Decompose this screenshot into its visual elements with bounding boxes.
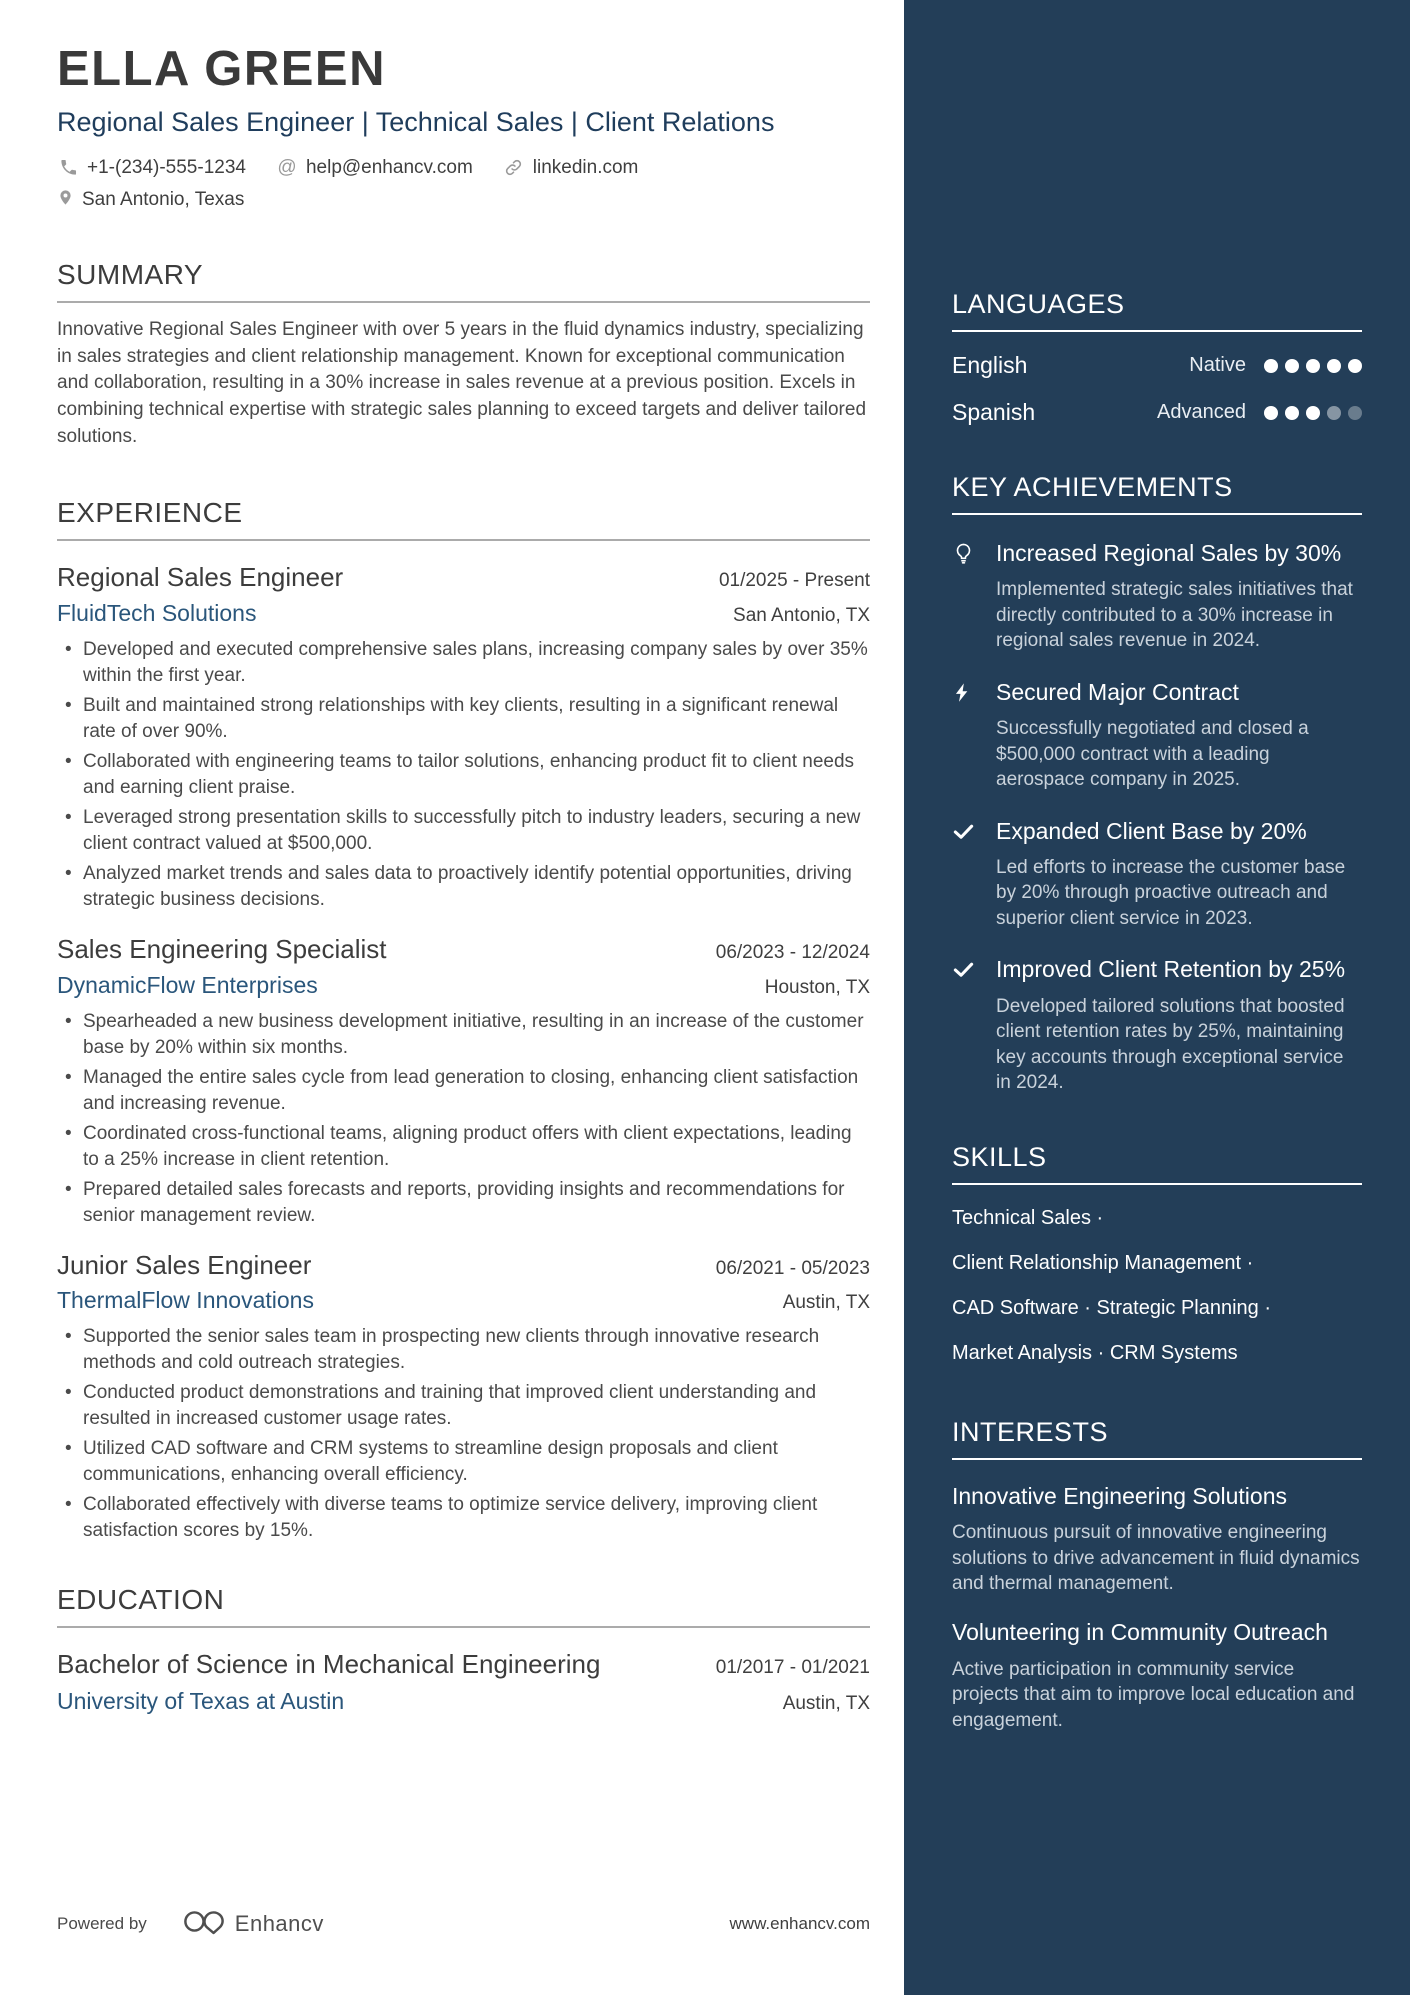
- interests-section: [952, 1417, 1362, 1734]
- job-dates: 06/2021 - 05/2023: [715, 1257, 870, 1279]
- proficiency-dot: [1306, 406, 1320, 420]
- job-company[interactable]: DynamicFlow Enterprises: [57, 971, 318, 998]
- divider: [952, 1183, 1362, 1185]
- page-footer: [57, 1908, 870, 1940]
- job-dates: 06/2023 - 12/2024: [715, 942, 870, 964]
- skills-heading: SKILLS: [952, 1141, 1047, 1172]
- languages-list: [952, 352, 1362, 426]
- job-bullet: • Managed the entire sales cycle from lead generation to closing, enhancing client satisfaction and increasing revenue.: [57, 1065, 869, 1117]
- proficiency-dot: [1327, 406, 1341, 420]
- achievements-heading: KEY ACHIEVEMENTS: [952, 472, 1233, 502]
- job-bullet: • Supported the senior sales team in prospecting new clients through innovative research methods and cold outreach strategies.: [57, 1324, 869, 1376]
- school-name[interactable]: University of Texas at Austin: [57, 1688, 345, 1715]
- achievement-item: [952, 539, 1362, 654]
- job-bullet: • Analyzed market trends and sales data to proactively identify potential opportunities, driving strategic business decisions.: [57, 861, 869, 913]
- job-title: Junior Sales Engineer: [57, 1249, 312, 1280]
- job-bullets: [57, 637, 870, 913]
- experience-entries: [57, 561, 870, 1544]
- person-name: ELLA GREEN: [57, 42, 386, 96]
- experience-entry: [57, 1249, 870, 1545]
- experience-heading: EXPERIENCE: [57, 497, 243, 529]
- interests-heading: INTERESTS: [952, 1416, 1109, 1447]
- job-company[interactable]: ThermalFlow Innovations: [57, 1287, 314, 1314]
- language-name: English: [952, 352, 1028, 378]
- experience-entry: [57, 933, 870, 1229]
- summary-section: [57, 259, 870, 452]
- proficiency-dot: [1327, 359, 1341, 373]
- achievements-list: [952, 539, 1362, 1096]
- phone-contact: [57, 157, 246, 179]
- achievement-text: Developed tailored solutions that boosted client retention rates by 25%, maintaining key accounts through exceptional service in 2024.: [996, 995, 1345, 1094]
- experience-section: [57, 497, 870, 1544]
- skills-list: [952, 1207, 1362, 1365]
- enhancv-logo-icon: [183, 1908, 225, 1940]
- job-bullet: • Utilized CAD software and CRM systems to streamline design proposals and client communications, enhancing overall efficiency.: [57, 1436, 869, 1488]
- achievement-text: Implemented strategic sales initiatives that directly contributed to a 30% increase in regional sales revenue in 2024.: [996, 579, 1353, 652]
- divider: [57, 1626, 870, 1628]
- education-section: [57, 1584, 870, 1715]
- email-address[interactable]: help@enhancv.com: [305, 156, 473, 178]
- job-title: Regional Sales Engineer: [57, 562, 344, 593]
- divider: [57, 301, 870, 303]
- summary-heading: SUMMARY: [57, 258, 204, 290]
- bolt-icon: [952, 678, 996, 793]
- achievement-text: Successfully negotiated and closed a $500,000 contract with a leading aerospace company in 2025.: [996, 718, 1309, 791]
- degree-title: Bachelor of Science in Mechanical Engineering: [57, 1649, 601, 1680]
- language-name: Spanish: [952, 399, 1036, 425]
- divider: [57, 539, 870, 541]
- link-icon: [503, 158, 525, 177]
- interest-item: [952, 1618, 1362, 1733]
- interest-item: [952, 1482, 1362, 1597]
- proficiency-dot: [1285, 359, 1299, 373]
- interest-title: Volunteering in Community Outreach: [952, 1619, 1328, 1646]
- divider: [952, 513, 1362, 515]
- check-icon: [952, 955, 996, 1095]
- linkedin-contact[interactable]: [503, 157, 639, 179]
- phone-icon: [57, 158, 79, 177]
- location-text: San Antonio, Texas: [82, 189, 245, 211]
- language-dots: [1264, 406, 1362, 420]
- phone-number: +1-(234)-555-1234: [87, 156, 246, 178]
- resume-header: [57, 44, 870, 213]
- skill-item: Client Relationship Management ·: [952, 1251, 1254, 1274]
- job-dates: 01/2025 - Present: [718, 570, 870, 592]
- job-location: Austin, TX: [782, 1292, 870, 1314]
- summary-text: Innovative Regional Sales Engineer with over 5 years in the fluid dynamics industry, specializing in sales strategies and client relationship management. Known for exceptional communication and collaboration, resulting in a 30% increase in sales revenue at a previous position. Excels in combining technical expertise with strategic sales planning to exceed targets and deliver tailored solutions.: [57, 318, 867, 448]
- language-level: Native: [1189, 354, 1246, 376]
- language-row: [952, 352, 1362, 379]
- education-heading: EDUCATION: [57, 1584, 225, 1616]
- headline: Regional Sales Engineer | Technical Sales | Client Relations: [57, 107, 775, 138]
- job-bullet: • Developed and executed comprehensive sales plans, increasing company sales by over 35% within the first year.: [57, 637, 869, 689]
- experience-entry: [57, 561, 870, 913]
- proficiency-dot: [1348, 359, 1362, 373]
- job-bullet: • Collaborated effectively with diverse teams to optimize service delivery, improving client satisfaction scores by 15%.: [57, 1492, 869, 1544]
- language-row: [952, 399, 1362, 426]
- interest-text: Active participation in community service projects that aim to improve local education and engagement.: [952, 1658, 1355, 1731]
- job-bullets: [57, 1324, 870, 1544]
- job-bullet: • Built and maintained strong relationships with key clients, resulting in a significant renewal rate of over 90%.: [57, 693, 869, 745]
- job-bullet: • Collaborated with engineering teams to tailor solutions, enhancing product fit to client needs and earning client praise.: [57, 749, 869, 801]
- proficiency-dot: [1285, 406, 1299, 420]
- divider: [952, 1458, 1362, 1460]
- job-bullet: • Prepared detailed sales forecasts and reports, providing insights and recommendations for senior management review.: [57, 1177, 869, 1229]
- job-title: Sales Engineering Specialist: [57, 934, 387, 965]
- achievement-item: [952, 955, 1362, 1095]
- language-level: Advanced: [1157, 401, 1246, 423]
- skill-item: CAD Software · Strategic Planning ·: [952, 1296, 1272, 1319]
- skill-item: Market Analysis · CRM Systems: [952, 1341, 1238, 1364]
- interests-list: [952, 1482, 1362, 1734]
- proficiency-dot: [1348, 406, 1362, 420]
- linkedin-url[interactable]: linkedin.com: [532, 156, 639, 178]
- interest-title: Innovative Engineering Solutions: [952, 1482, 1288, 1509]
- achievement-title: Increased Regional Sales by 30%: [996, 540, 1342, 566]
- email-contact[interactable]: [276, 157, 473, 179]
- achievement-item: [952, 678, 1362, 793]
- job-bullets: [57, 1009, 870, 1229]
- education-entry: [57, 1648, 870, 1715]
- sidebar: [904, 0, 1410, 1995]
- interest-text: Continuous pursuit of innovative engineering solutions to drive advancement in fluid dynamics and thermal management.: [952, 1522, 1360, 1594]
- education-dates: 01/2017 - 01/2021: [715, 1657, 870, 1679]
- enhancv-brand[interactable]: [183, 1908, 324, 1940]
- proficiency-dot: [1264, 359, 1278, 373]
- proficiency-dot: [1306, 359, 1320, 373]
- job-bullet: • Coordinated cross-functional teams, aligning product offers with client expectations, leading to a 25% increase in client retention.: [57, 1121, 869, 1173]
- enhancv-wordmark: Enhancv: [234, 1911, 324, 1936]
- languages-section: [952, 289, 1362, 426]
- job-bullet: • Leveraged strong presentation skills to successfully pitch to industry leaders, securing a new client contract valued at $500,000.: [57, 805, 869, 857]
- job-bullet: • Conducted product demonstrations and training that improved client understanding and resulted in increased customer usage rates.: [57, 1380, 869, 1432]
- achievement-title: Improved Client Retention by 25%: [996, 956, 1346, 983]
- check-icon: [952, 817, 996, 932]
- job-company[interactable]: FluidTech Solutions: [57, 599, 257, 626]
- language-dots: [1264, 359, 1362, 373]
- footer-url[interactable]: www.enhancv.com: [729, 1914, 870, 1933]
- skills-section: [952, 1142, 1362, 1365]
- achievement-item: [952, 817, 1362, 932]
- job-location: Houston, TX: [764, 976, 870, 998]
- languages-heading: LANGUAGES: [952, 289, 1125, 319]
- achievement-title: Secured Major Contract: [996, 678, 1239, 705]
- skill-item: Technical Sales ·: [952, 1206, 1104, 1229]
- education-location: Austin, TX: [782, 1693, 870, 1715]
- proficiency-dot: [1264, 406, 1278, 420]
- powered-by-label: Powered by: [57, 1914, 147, 1933]
- location-row: [57, 188, 870, 213]
- lightbulb-icon: [952, 539, 996, 654]
- achievements-section: [952, 472, 1362, 1096]
- achievement-title: Expanded Client Base by 20%: [996, 817, 1307, 844]
- location-pin-icon: [57, 188, 74, 213]
- job-bullet: • Spearheaded a new business development initiative, resulting in an increase of the customer base by 20% within six months.: [57, 1009, 869, 1061]
- job-location: San Antonio, TX: [733, 604, 870, 626]
- at-icon: @: [277, 156, 297, 178]
- contact-row: [57, 157, 870, 179]
- divider: [952, 330, 1362, 332]
- achievement-text: Led efforts to increase the customer base by 20% through proactive outreach and superior client service in 2023.: [996, 857, 1346, 929]
